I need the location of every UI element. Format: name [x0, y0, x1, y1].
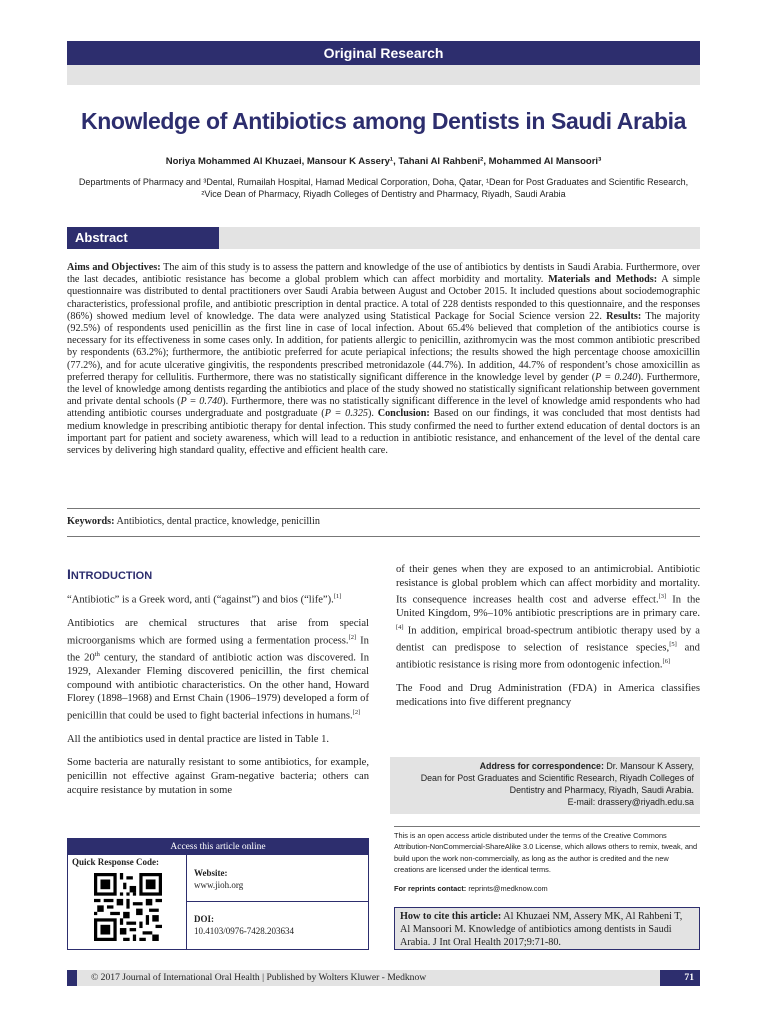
results-label: Results:	[606, 310, 642, 322]
introduction-heading: INTRODUCTION	[67, 566, 153, 582]
keywords-label: Keywords:	[67, 516, 115, 527]
abstract-heading: Abstract	[67, 227, 219, 249]
p-value-1: P = 0.240	[595, 371, 638, 383]
results-text-4: ).	[368, 408, 378, 420]
methods-text: A simple questionnaire was distributed to dental practitioners over Saudi Arabia between August and October 2015. It included questions about sociodemographic characteristics, professional profile, and antibiotic prescription in dental practice. A total of 228 dentists responded to this questionnaire, and the responses (86%) showed medium level of knowledge. The data were analyzed using Statistical Package for Social Science version 22.	[67, 274, 700, 322]
right-column	[396, 563, 700, 719]
keywords-text: Antibiotics, dental practice, knowledge, penicillin	[114, 516, 320, 527]
affiliations	[67, 176, 700, 200]
reprints-email[interactable]: reprints@medknow.com	[466, 884, 548, 893]
author-list: Noriya Mohammed Al Khuzaei, Mansour K Assery¹, Tahani Al Rahbeni², Mohammed Al Mansoori³	[165, 156, 602, 167]
divider	[67, 536, 700, 537]
divider	[394, 826, 700, 827]
divider	[186, 901, 368, 902]
doi-label: DOI:	[194, 914, 214, 924]
keywords	[67, 516, 700, 527]
footer-text: © 2017 Journal of International Oral Health | Published by Wolters Kluwer - Medknow	[91, 972, 427, 983]
access-title: Access this article online	[68, 839, 368, 855]
affiliation-line-2: ²Vice Dean of Pharmacy, Riyadh Colleges of Dentistry and Pharmacy, Riyadh, Saudi Arabia	[201, 189, 566, 199]
aims-label: Aims and Objectives:	[67, 262, 161, 273]
citation-box	[394, 907, 700, 950]
article-title: Knowledge of Antibiotics among Dentists in Saudi Arabia	[80, 108, 686, 134]
header-gray-band	[67, 65, 700, 85]
website-link[interactable]: www.jioh.org	[194, 880, 244, 890]
affiliation-line-1: Departments of Pharmacy and ³Dental, Rumailah Hospital, Hamad Medical Corporation, Doha, Qatar, ¹Dean for Post Graduates and Scientific Research,	[78, 177, 689, 187]
conclusion-label: Conclusion:	[377, 408, 430, 420]
results-text-3: ). Furthermore, there was no statistically significant difference in the level of knowledge amid respondents who had attending antibiotic courses undergraduate and postgraduate (	[67, 396, 700, 420]
correspondence-line: Dentistry and Pharmacy, Riyadh, Saudi Arabia.	[509, 785, 694, 795]
cite-text: Al Khuzaei NM, Assery MK, Al Rahbeni T, Al Mansoori M. Knowledge of antibiotics among dentists in Saudi Arabia. J Int Oral Health 2017;9:71-80.	[400, 911, 683, 948]
paragraph: “Antibiotic” is a Greek word, anti (“against”) and bios (“life”).[1]	[67, 593, 342, 606]
results-text-2: ). Furthermore, the level of knowledge among dentists regarding the antibiotics and place of the study showed no statistically significant relationship between government and private dental schools (	[67, 371, 700, 408]
qr-code-icon[interactable]	[94, 873, 162, 941]
section-banner: Original Research	[67, 41, 700, 65]
footer-accent	[67, 970, 77, 986]
paragraph: of their genes when they are exposed to an antimicrobial. Antibiotic resistance is global problem which can affect morbidity and mortality. Its consequence increases health cost and adverse effect.[3] In the United Kingdom, 9%–10% antibiotic prescriptions are in primary care.[4] In addition, empirical broad-spectrum antibiotic therapy used by a dentist can predispose to selection of resistance species,[5] and antibiotic resistance is rising more from odontogenic infection.[6]	[396, 564, 700, 671]
paragraph: Some bacteria are naturally resistant to some antibiotics, for example, penicillin not effective against Gram-negative bacteria; others can acquire resistance by mutation in some	[67, 757, 369, 796]
reprints-contact: For reprints contact: reprints@medknow.com	[394, 884, 548, 893]
abstract-text	[67, 262, 700, 457]
p-value-3: P = 0.325	[324, 408, 369, 420]
methods-label: Materials and Methods:	[548, 274, 658, 286]
conclusion-text: Based on our findings, it was concluded that most dentists had medium knowledge in prescribing antibiotic therapy for dental infection. This study confirmed the need to further extend education of dental doctors is an important part for patient and society awareness, which will lead to a reduction in antibiotic resistance, and enhancement of the level of the dental care services by delivering high standard quality, effective and efficient health care.	[67, 408, 700, 457]
access-online-box	[67, 838, 369, 950]
left-column	[67, 590, 369, 807]
paragraph: All the antibiotics used in dental practice are listed in Table 1.	[67, 733, 330, 745]
paragraph: Antibiotics are chemical structures that arise from special microorganisms which are formed using a fermentation process.[2] In the 20th century, the standard of antibiotic action was discovered. In 1929, Alexander Fleming discovered penicillin, the first chemical compound with antibiotic characteristics. On the other hand, Howard Florey (1898–1968) and Ernst Chain (1906–1979) developed a form of penicillin that could be used to fight bacterial infections in humans.[2]	[67, 618, 369, 722]
p-value-2: P = 0.740	[180, 396, 223, 408]
correspondence-label: Address for correspondence:	[479, 761, 604, 771]
page-number: 71	[660, 970, 700, 986]
aims-text: The aim of this study is to assess the pattern and knowledge of the use of antibiotics by dentists in Saudi Arabia. Furthermore, over the last decades, antibiotic resistance has become a global problem which can affect morbidity and mortality.	[67, 262, 700, 286]
correspondence-email[interactable]: E-mail: drassery@riyadh.edu.sa	[567, 797, 694, 807]
abstract-header-bar	[67, 227, 700, 249]
correspondence-line: Dean for Post Graduates and Scientific Research, Riyadh Colleges of	[420, 773, 694, 783]
paragraph: The Food and Drug Administration (FDA) in America classifies medications into five different pregnancy	[396, 683, 700, 708]
license-text: This is an open access article distributed under the terms of the Creative Commons Attribution-NonCommercial-ShareAlike 3.0 License, which allows others to remix, tweak, and build upon the work non-commercially, as long as the author is credited and the new creations are licensed under the identical terms.	[394, 831, 698, 875]
correspondence-box: Address for correspondence: Dr. Mansour K Assery, Dean for Post Graduates and Scientific Research, Riyadh Colleges of Dentistry and Pharmacy, Riyadh, Saudi Arabia. E-mail: drassery@riyadh.edu.sa	[390, 757, 700, 814]
divider	[67, 508, 700, 509]
doi-link[interactable]: 10.4103/0976-7428.203634	[194, 926, 294, 936]
footer-bar	[67, 970, 700, 986]
results-text-1: The majority (92.5%) of respondents used penicillin as the first line in case of local infection. About 65.4% believed that completion of the antibiotics course is necessary for its effectiveness in some cases only. In addition, for patients allergic to penicillin, azithromycin was the most common antibiotic prescribed by respondents (63.2%); furthermore, the antibiotic preferred for acute periapical infections; the results showed the high percentage choose amoxicillin (77.2%), and for acute ulcerative gingivitis, the respondents prescribed metronidazole (44.7%). In addition, 44.7% of respondent’s chose amoxicillin as preferred therapy for cellulitis. Furthermore, there was no statistically significant difference in the knowledge level by gender (	[67, 310, 701, 383]
cite-label: How to cite this article:	[400, 911, 502, 922]
qr-label: Quick Response Code:	[72, 857, 160, 867]
website-label: Website:	[194, 868, 228, 878]
